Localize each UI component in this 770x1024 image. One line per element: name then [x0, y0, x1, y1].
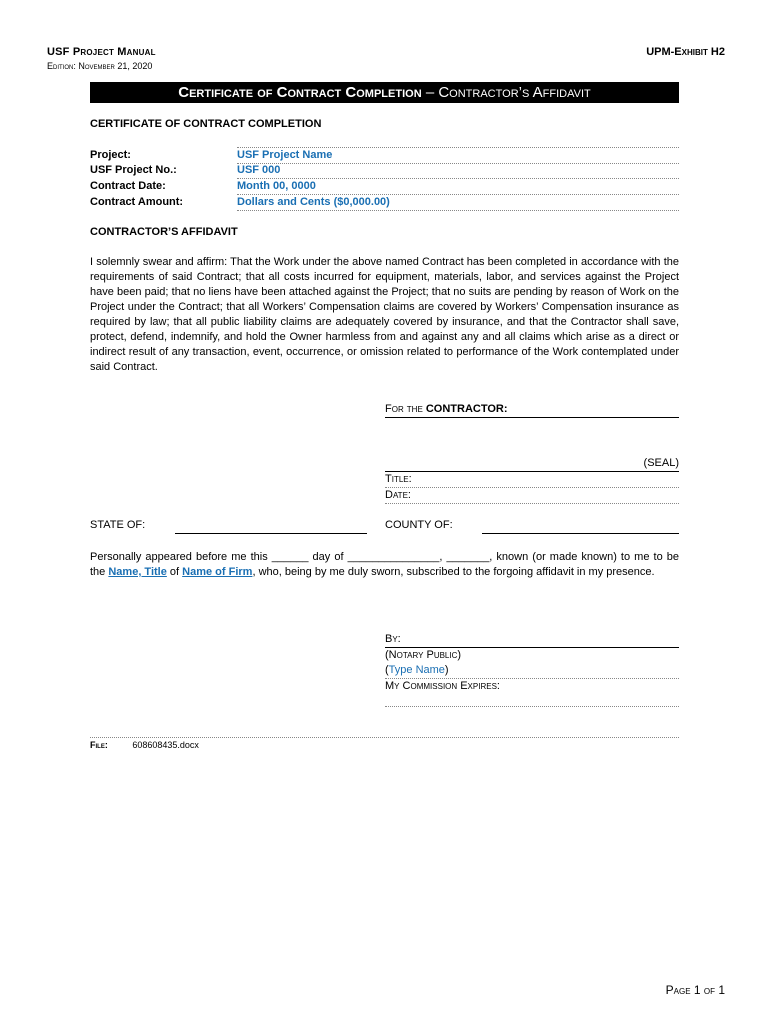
document-title: [90, 82, 679, 103]
type-name-placeholder[interactable]: Type Name: [388, 664, 445, 676]
notary-text-1: Personally appeared before me this ______ day of _______________, _______, known (or made known) to me to be the: [90, 551, 679, 578]
manual-title: USF Project Manual: [47, 46, 156, 58]
county-field[interactable]: [482, 520, 679, 534]
date-field[interactable]: Date:: [385, 489, 679, 504]
title-bold: Certificate of Contract Completion: [178, 84, 422, 101]
contract-date-label: Contract Date:: [90, 180, 166, 192]
file-name: 608608435.docx: [132, 740, 199, 750]
for-contractor-line[interactable]: [385, 403, 679, 418]
firm-name-placeholder[interactable]: Name of Firm: [182, 566, 253, 578]
project-value[interactable]: USF Project Name: [237, 149, 679, 164]
affidavit-heading: CONTRACTOR’S AFFIDAVIT: [90, 226, 238, 238]
contractor-label: CONTRACTOR:: [425, 403, 508, 415]
contract-date-value[interactable]: Month 00, 0000: [237, 180, 679, 195]
for-the-label: For the: [385, 403, 423, 415]
edition-date: Edition: November 21, 2020: [47, 61, 153, 71]
exhibit-label: UPM-Exhibit H2: [646, 46, 725, 58]
contract-amount-label: Contract Amount:: [90, 196, 184, 208]
contract-amount-value[interactable]: Dollars and Cents ($0,000.00): [237, 196, 679, 211]
certificate-heading: CERTIFICATE OF CONTRACT COMPLETION: [90, 118, 322, 130]
title-rest: Contractor’s Affidavit: [438, 84, 591, 101]
affidavit-body: I solemnly swear and affirm: That the Work under the above named Contract has been completed in accordance with the requirements of said Contract; that all costs incurred for equipment, materials, labor, and services against the Project have been paid; that no liens have been attached against the Project; that no suits are pending by reason of Work on the Project under the Contract; that all Workers’ Compensation claims are covered by Workers’ Compensation insurance as required by law; that all public liability claims are adequately covered by insurance, and that the Contractor shall save, protect, defend, indemnify, and hold the Owner harmless from and against any and all claims which arise as a direct or indirect result of any transaction, event, occurrence, or omission related to performance of the Work contemplated under said Contract.: [90, 256, 679, 373]
notary-of: of: [166, 566, 183, 578]
project-label: Project:: [90, 149, 131, 161]
county-label: COUNTY OF:: [385, 519, 453, 531]
name-title-placeholder[interactable]: Name, Title: [108, 566, 167, 578]
title-field[interactable]: Title:: [385, 473, 679, 488]
signature-line[interactable]: [385, 457, 679, 472]
field-top-rule: [237, 147, 679, 148]
page-number: Page 1 of 1: [665, 983, 725, 997]
notary-text-2: , who, being by me duly sworn, subscribed to the forgoing affidavit in my presence.: [252, 566, 655, 578]
type-name-open: (: [385, 664, 389, 676]
title-dash: –: [421, 84, 439, 101]
notary-public-label: (Notary Public): [385, 649, 462, 661]
notary-by-line[interactable]: By:: [385, 633, 679, 648]
seal-label: (SEAL): [643, 457, 679, 469]
footer-rule: [90, 737, 679, 738]
type-name-field[interactable]: [385, 664, 679, 679]
project-no-label: USF Project No.:: [90, 164, 177, 176]
type-name-close: ): [444, 664, 449, 676]
commission-field[interactable]: [385, 694, 679, 707]
file-label: File:: [90, 740, 108, 750]
file-info: [90, 740, 199, 750]
notary-paragraph: [90, 550, 679, 580]
state-label: STATE OF:: [90, 519, 146, 531]
project-no-value[interactable]: USF 000: [237, 164, 679, 179]
state-field[interactable]: [175, 520, 367, 534]
commission-label: My Commission Expires:: [385, 680, 500, 692]
